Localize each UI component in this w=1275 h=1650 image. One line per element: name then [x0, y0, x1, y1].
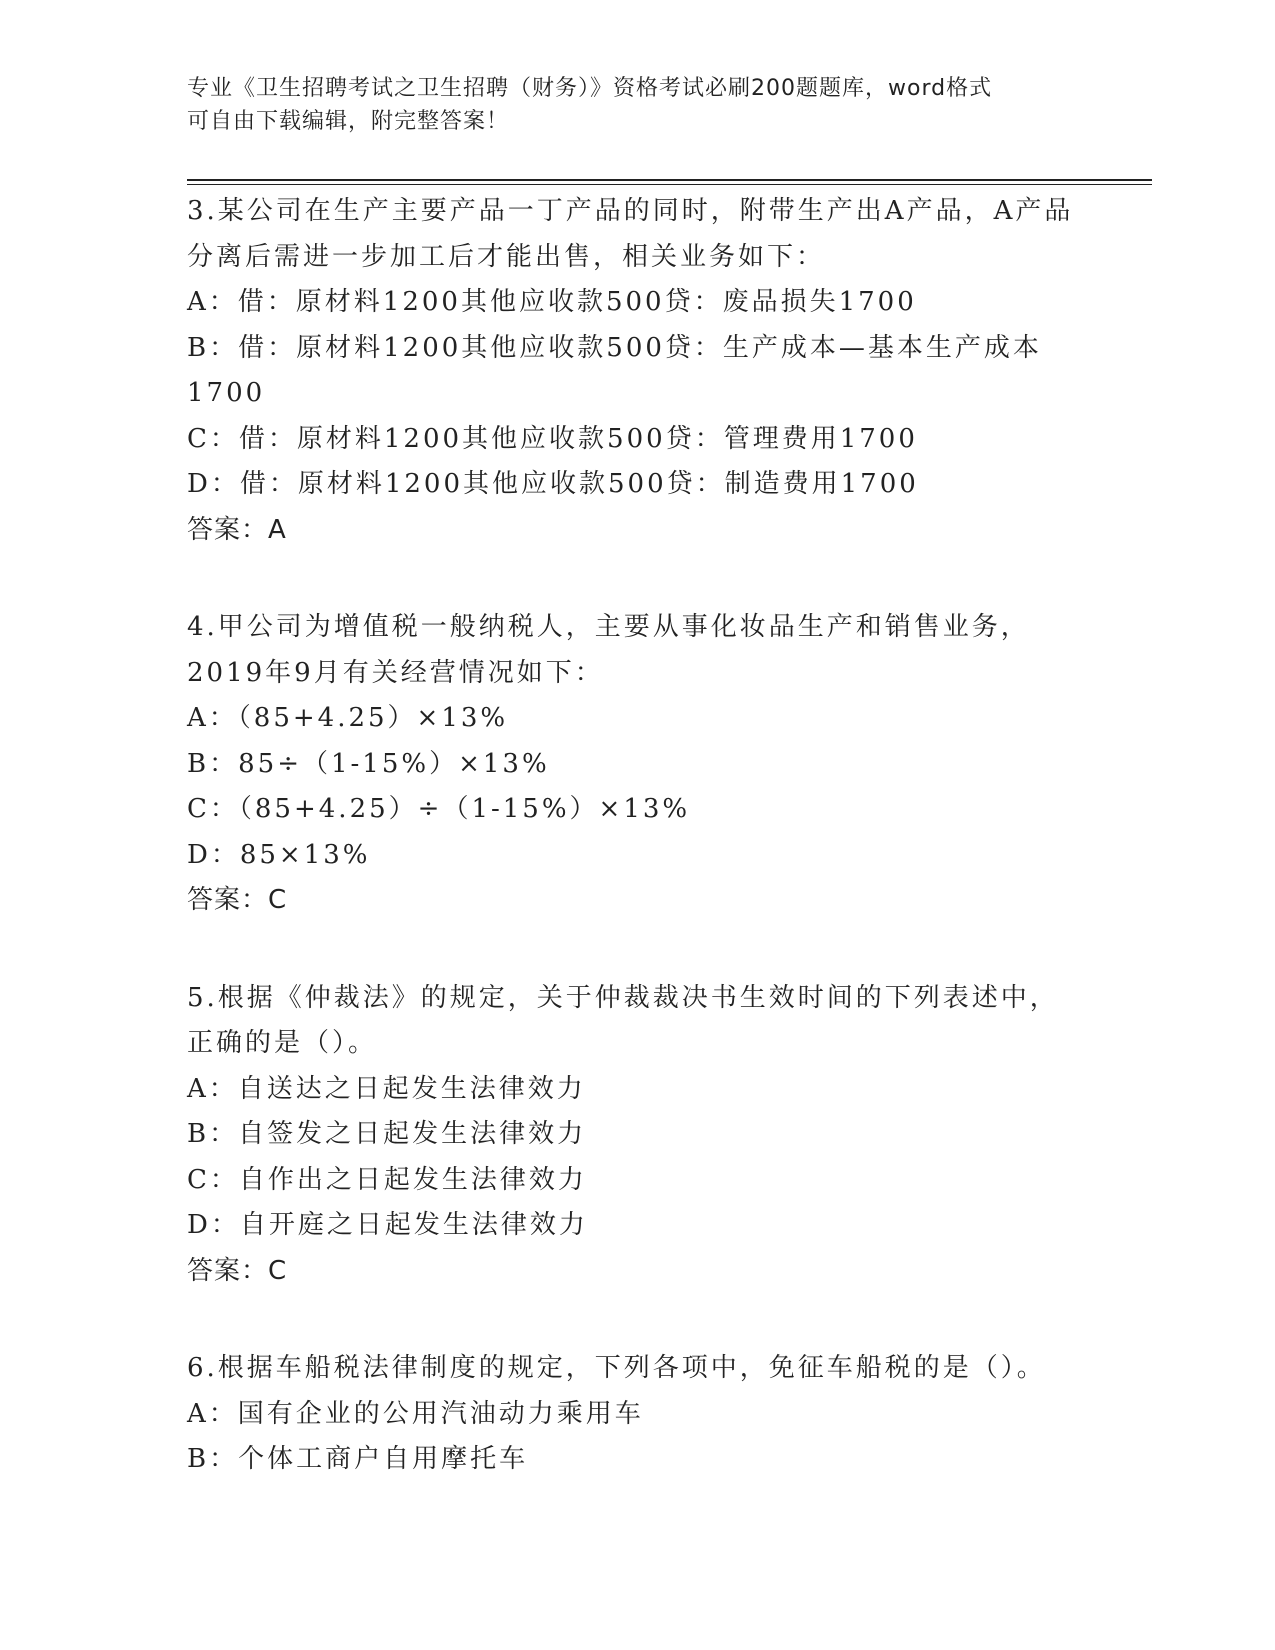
- answer-label: 答案：C: [187, 1255, 288, 1286]
- option-b-continued: 1700: [187, 378, 266, 408]
- question-list: [187, 189, 1152, 1535]
- question-3: [187, 189, 1152, 553]
- option-d: D：自开庭之日起发生法律效力: [187, 1210, 588, 1240]
- question-stem-line: 正确的是（）。: [187, 1028, 378, 1058]
- option-a: A：借：原材料1200其他应收款500贷：废品损失1700: [187, 287, 917, 317]
- option-c: C：（85+4.25）÷（1-15%）×13%: [187, 794, 691, 824]
- header-line: 可自由下载编辑，附完整答案！: [187, 109, 510, 134]
- header-divider-thick: [187, 179, 1152, 181]
- question-stem-line: 分离后需进一步加工后才能出售，相关业务如下：: [187, 241, 826, 272]
- answer-label: 答案：C: [187, 885, 288, 915]
- question-stem-line: 2019年9月有关经营情况如下：: [187, 657, 604, 688]
- option-a: A：（85+4.25）×13%: [187, 703, 509, 733]
- option-c: C：借：原材料1200其他应收款500贷：管理费用1700: [187, 423, 918, 454]
- question-stem-line: 4.甲公司为增值税一般纳税人，主要从事化妆品生产和销售业务，: [187, 612, 1030, 642]
- option-c: C：自作出之日起发生法律效力: [187, 1164, 587, 1195]
- option-b: B：85÷（1-15%）×13%: [187, 748, 550, 779]
- option-d: D：85×13%: [187, 839, 371, 870]
- header-line: 专业《卫生招聘考试之卫生招聘（财务）》资格考试必刷200题题库，word格式: [187, 76, 993, 101]
- option-b: B：自签发之日起发生法律效力: [187, 1119, 587, 1149]
- header-divider-thin: [187, 184, 1152, 185]
- option-d: D：借：原材料1200其他应收款500贷：制造费用1700: [187, 469, 919, 499]
- question-4: [187, 605, 1152, 924]
- answer-label: 答案：A: [187, 514, 287, 545]
- question-6: [187, 1346, 1152, 1483]
- question-stem-line: 6.根据车船税法律制度的规定，下列各项中，免征车船税的是（）。: [187, 1353, 1046, 1383]
- option-a: A：自送达之日起发生法律效力: [187, 1073, 586, 1104]
- document-header: [187, 72, 1087, 138]
- option-b: B：借：原材料1200其他应收款500贷：生产成本—基本生产成本: [187, 332, 1042, 363]
- option-a: A：国有企业的公用汽油动力乘用车: [187, 1398, 644, 1429]
- question-stem-line: 5.根据《仲裁法》的规定，关于仲裁裁决书生效时间的下列表述中，: [187, 982, 1059, 1013]
- question-5: [187, 976, 1152, 1295]
- question-stem-line: 3.某公司在生产主要产品一丁产品的同时，附带生产出A产品，A产品: [187, 196, 1074, 226]
- option-b: B：个体工商户自用摩托车: [187, 1444, 529, 1474]
